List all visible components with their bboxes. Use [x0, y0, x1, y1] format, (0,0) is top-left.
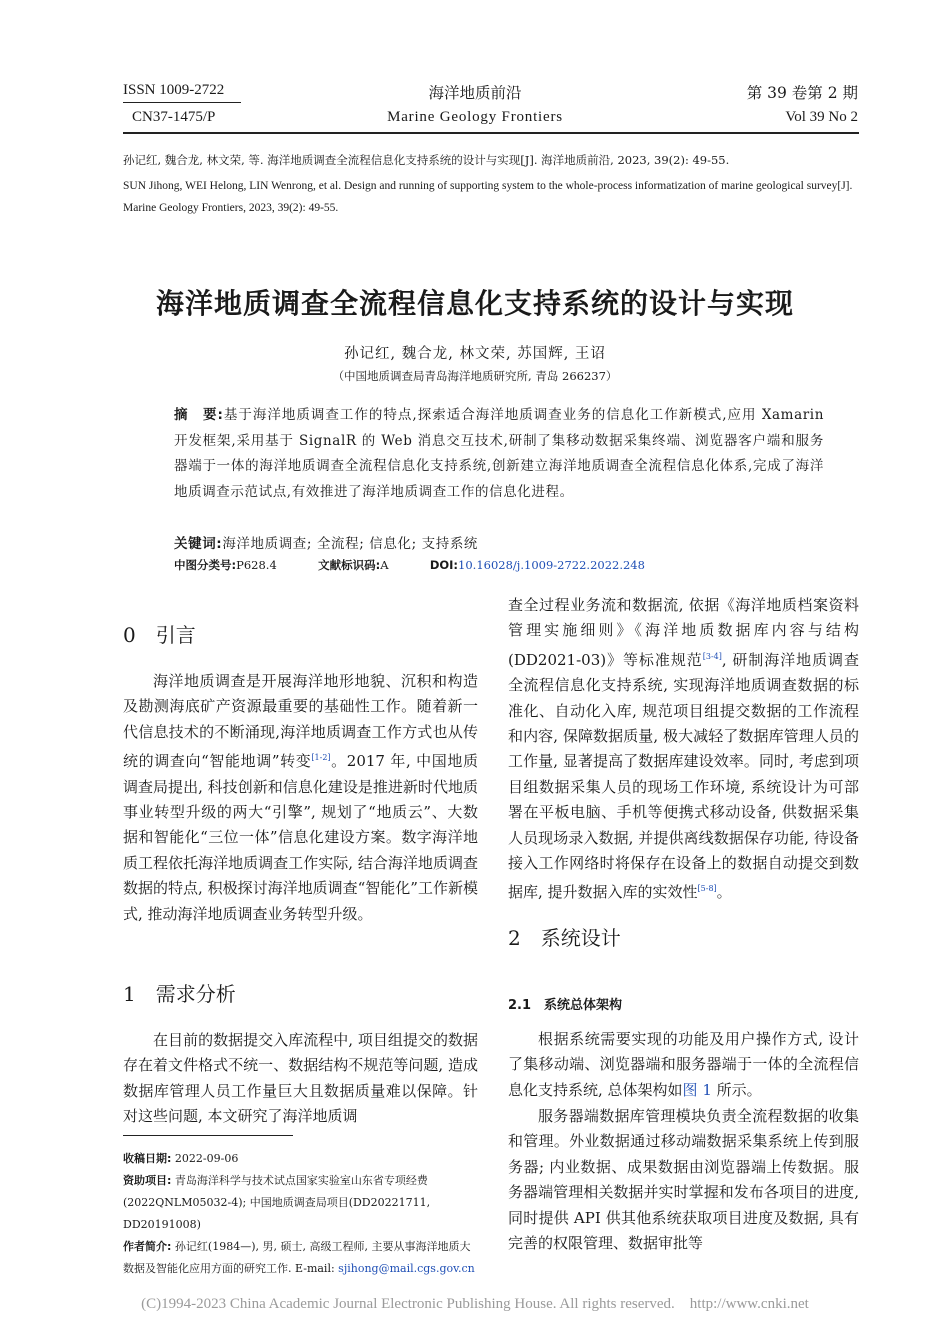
funding-value: 青岛海洋科学与技术试点国家实验室山东省专项经费(2022QNLM05032-4); 中国地质调查局项目(DD20221711, DD20191008): [123, 1174, 431, 1231]
abstract: [174, 403, 824, 505]
clc-label: 中图分类号:: [174, 558, 237, 572]
keywords: [174, 532, 478, 552]
authors: 孙记红, 魏合龙, 林文荣, 苏国辉, 王诏: [344, 346, 606, 362]
section-1-heading: 1 需求分析: [123, 982, 236, 1006]
figure-1-link[interactable]: 图 1: [682, 1080, 712, 1099]
section-2-1-paragraph-1: [508, 1027, 859, 1103]
paper-title: 海洋地质调查全流程信息化支持系统的设计与实现: [155, 287, 794, 320]
funding-label: 资助项目:: [123, 1174, 172, 1187]
cn-number: CN37-1475/P: [132, 109, 216, 125]
clc-value: P628.4: [236, 558, 277, 572]
footnote-rule: [123, 1135, 293, 1136]
author-bio-label: 作者简介:: [123, 1240, 172, 1253]
received-date: [123, 1148, 478, 1170]
received-value: 2022-09-06: [174, 1152, 239, 1165]
section-0-heading: 0 引言: [123, 623, 196, 647]
ref-5-8[interactable]: [5-8]: [697, 884, 717, 894]
author-email-link[interactable]: sjihong@mail.cgs.gov.cn: [338, 1262, 475, 1275]
issn: ISSN 1009-2722: [123, 82, 225, 98]
footnotes: [123, 1148, 478, 1280]
section-1-cont-text-b: , 研制海洋地质调查全流程信息化支持系统, 实现海洋地质调查数据的标准化、自动化入库, 规范项目组提交数据的工作流程和内容, 保障数据质量, 极大减轻了数据库管理人员的工作量, 显著提高了数据库建设效率。同时, 考虑到项目组数据采集人员的现场工作环境, 系统设计为可部署在平板电脑、手机等便携式移动设备, 供数据采集人员现场录入数据, 并提供离线数据保存功能, 待设备接入工作网络时将保存在设备上的数据自动提交到数据库, 提升数据入库的实效性: [508, 650, 859, 902]
citation-cn: 孙记红, 魏合龙, 林文荣, 等. 海洋地质调查全流程信息化支持系统的设计与实现[J]. 海洋地质前沿, 2023, 39(2): 49-55.: [123, 153, 730, 167]
section-0-text-b: 。2017 年, 中国地质调查局提出, 科技创新和信息化建设是推进新时代地质事业转型升级的两大“引擎”, 规划了“地质云”、大数据和智能化“三位一体”信息化建设方案。数字海洋地质工程依托海洋地质调查工作实际, 结合海洋地质调查数据的特点, 积极探讨海洋地质调查“智能化”工作新模式, 推动海洋地质调查业务转型升级。: [123, 752, 478, 923]
author-bio: [123, 1236, 478, 1280]
copyright-footer: (C)1994-2023 China Academic Journal Electronic Publishing House. All rights reserved. http://www.cnki.net: [141, 1296, 809, 1312]
volume-en: Vol 39 No 2: [785, 109, 858, 125]
section-1-cont-text-a: 查全过程业务流和数据流, 依据《海洋地质档案资料管理实施细则》《海洋地质数据库内容与结构(DD2021-03)》等标准规范: [508, 596, 859, 669]
keywords-text: 海洋地质调查; 全流程; 信息化; 支持系统: [222, 536, 479, 552]
doc-code-label: 文献标识码:: [318, 558, 381, 572]
doc-code-value: A: [380, 558, 389, 572]
doi-link[interactable]: 10.16028/j.1009-2722.2022.248: [458, 558, 645, 572]
affiliation: （中国地质调查局青岛海洋地质研究所, 青岛 266237）: [332, 369, 618, 383]
journal-name-en: Marine Geology Frontiers: [387, 109, 563, 125]
section-2-heading: 2 系统设计: [508, 926, 621, 950]
header-rule: [123, 132, 859, 134]
volume-cn: 第 39 卷第 2 期: [746, 84, 858, 102]
abstract-text: 基于海洋地质调查工作的特点,探索适合海洋地质调查业务的信息化工作新模式,应用 Xamarin 开发框架,采用基于 SignalR 的 Web 消息交互技术,研制了集移动数据采集终端、浏览器客户端和服务器端于一体的海洋地质调查全流程信息化支持系统,创新建立海洋地质调查全流程信息化体系,完成了海洋地质调查示范试点,有效推进了海洋地质调查工作的信息化进程。: [174, 407, 824, 500]
section-1-continued: [508, 593, 859, 906]
keywords-label: 关键词:: [174, 536, 223, 552]
section-1-cont-text-c: 。: [716, 883, 732, 902]
doi-label: DOI:: [429, 558, 459, 572]
section-0-paragraph: [123, 669, 478, 927]
classification-line: [174, 557, 645, 573]
funding: [123, 1170, 478, 1236]
ref-1-2[interactable]: [1-2]: [311, 753, 331, 763]
citation-en: SUN Jihong, WEI Helong, LIN Wenrong, et al. Design and running of supporting system to the whole-process informatization of marine geological survey[J]. Marine Geology Frontiers, 2023, 39(2): 49-55.: [123, 180, 853, 214]
section-2-1-text-b: 所示。: [711, 1080, 762, 1099]
section-2-1-paragraph-2: 服务器端数据库管理模块负责全流程数据的收集和管理。外业数据通过移动端数据采集系统上传到服务器; 内业数据、成果数据由浏览器端上传数据。服务器端管理相关数据并实时掌握和发布各项目的进度, 同时提供 API 供其他系统获取项目进度及数据, 具有完善的权限管理、数据审批等: [508, 1107, 859, 1253]
section-2-1-heading: 2.1 系统总体架构: [508, 998, 623, 1013]
section-1-paragraph: 在目前的数据提交入库流程中, 项目组提交的数据存在着文件格式不统一、数据结构不规范等问题, 造成数据库管理人员工作量巨大且数据质量难以保障。针对这些问题, 本文研究了海洋地质调: [123, 1031, 478, 1126]
received-label: 收稿日期:: [123, 1152, 172, 1165]
ref-3-4[interactable]: [3-4]: [702, 651, 722, 661]
journal-name-cn: 海洋地质前沿: [428, 84, 522, 102]
author-bio-text: 孙记红(1984—), 男, 硕士, 高级工程师, 主要从事海洋地质大数据及智能化应用方面的研究工作. E-mail:: [123, 1240, 471, 1275]
section-2-1-text-a: 根据系统需要实现的功能及用户操作方式, 设计了集移动端、浏览器端和服务器端于一体的全流程信息化支持系统, 总体架构如: [508, 1030, 859, 1099]
abstract-label: 摘 要:: [174, 407, 224, 423]
section-0-text-a: 海洋地质调查是开展海洋地形地貌、沉积和构造及勘测海底矿产资源最重要的基础性工作。随着新一代信息技术的不断涌现,海洋地质调查工作方式也从传统的调查向“智能地调”转变: [123, 672, 478, 771]
